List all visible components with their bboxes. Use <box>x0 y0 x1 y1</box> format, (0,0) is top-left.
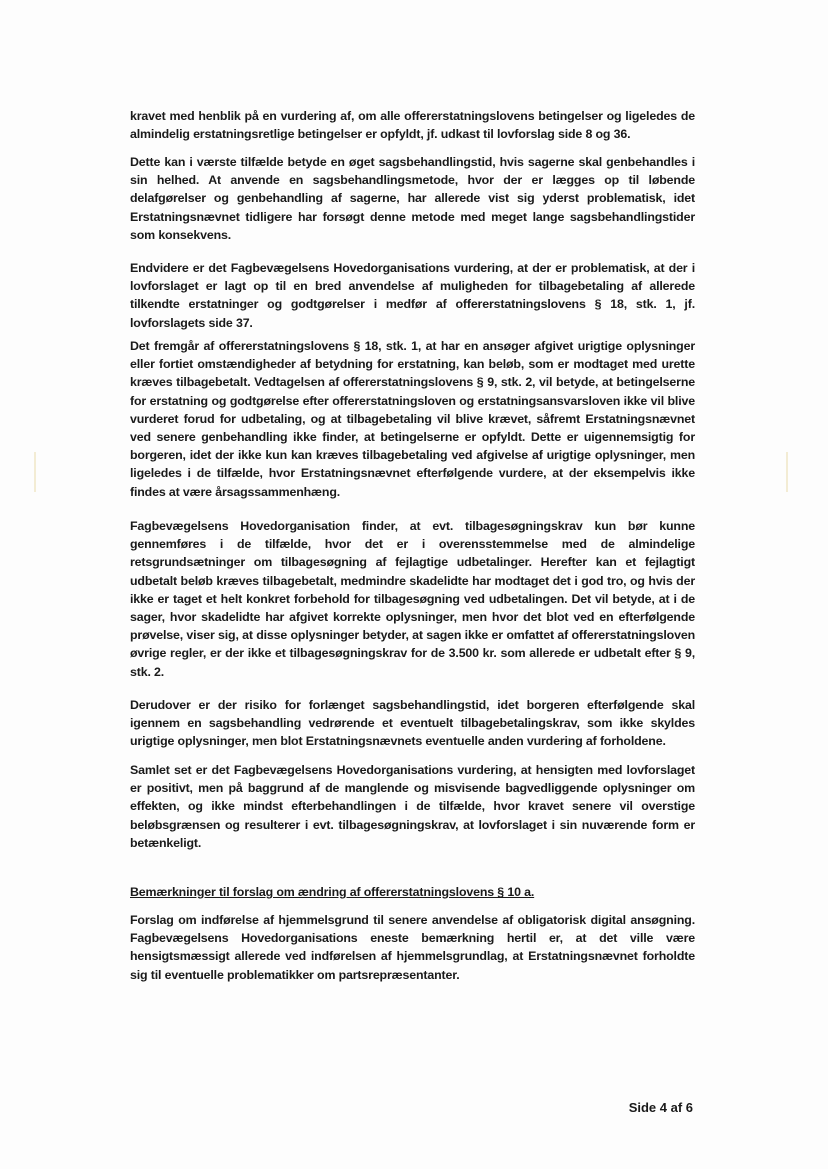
paragraph-2 <box>130 153 695 244</box>
scan-mark-left <box>34 452 36 492</box>
section-heading-text: Bemærkninger til forslag om ændring af offererstatningslovens § 10 a. <box>130 885 535 899</box>
section-heading <box>130 883 695 901</box>
paragraph-8 <box>130 911 695 984</box>
page-number: Side 4 af 6 <box>628 1100 693 1115</box>
paragraph-6 <box>130 696 695 751</box>
paragraph-text: Derudover er der risiko for forlænget sagsbehandlingstid, idet borgeren efterfølgende skal igennem en sagsbehandling vedrørende et eventuelt tilbagebetalingskrav, som ikke skyldes urigtige oplysninger, men blot Erstatningsnævnets eventuelle anden vurdering af forholdene. <box>130 698 695 749</box>
paragraph-text: Dette kan i værste tilfælde betyde en øget sagsbehandlingstid, hvis sagerne skal genbehandles i sin helhed. At anvende en sagsbehandlingsmetode, hvor der er lægges op til løbende delafgørelser og genbehandling af sagerne, har allerede vist sig yderst problematisk, idet Erstatningsnævnet tidligere har forsøgt denne metode med meget lange sagsbehandlingstider som konsekvens. <box>130 155 695 242</box>
paragraph-7 <box>130 761 695 852</box>
paragraph-text: Endvidere er det Fagbevægelsens Hovedorganisations vurdering, at der er problematisk, at der i lovforslaget er lagt op til en bred anvendelse af muligheden for tilbagebetaling af allerede tilkendte erstatninger og godtgørelser i medfør af offererstatningslovens § 18, stk. 1, jf. lovforslagets side 37. <box>130 261 695 330</box>
paragraph-5 <box>130 517 695 681</box>
paragraph-4 <box>130 337 695 501</box>
paragraph-1 <box>130 107 695 143</box>
paragraph-text: Det fremgår af offererstatningslovens § 18, stk. 1, at har en ansøger afgivet urigtige oplysninger eller fortiet omstændigheder af betydning for erstatning, kan beløb, som er modtaget med urette kræves tilbagebetalt. Vedtagelsen af offererstatningslovens § 9, stk. 2, vil betyde, at betingelserne for erstatning og godtgørelse efter offererstatningsloven og erstatningsansvarsloven ikke vil blive vurderet forud for udbetaling, og at tilbagebetaling vil blive krævet, såfremt Erstatningsnævnet ved senere genbehandling ikke finder, at betingelserne er opfyldt. Dette er uigennemsigtig for borgeren, idet der ikke kun kan kræves tilbagebetaling ved afgivelse af urigtige oplysninger, men ligeledes i de tilfælde, hvor Erstatningsnævnet efterfølgende vurdere, at der eksempelvis ikke findes at være årsagssammenhæng. <box>130 339 695 499</box>
paragraph-text: Samlet set er det Fagbevægelsens Hovedorganisations vurdering, at hensigten med lovforslaget er positivt, men på baggrund af de manglende og misvisende bagvedliggende oplysninger om effekten, og ikke mindst efterbehandlingen i de tilfælde, hvor kravet senere vil overstige beløbsgrænsen og resulterer i evt. tilbagesøgningskrav, at lovforslaget i sin nuværende form er betænkeligt. <box>130 763 695 850</box>
paragraph-text: kravet med henblik på en vurdering af, om alle offererstatningslovens betingelser og ligeledes de almindelig erstatningsretlige betingelser er opfyldt, jf. udkast til lovforslag side 8 og 36. <box>130 109 695 142</box>
scan-mark-right <box>786 452 788 492</box>
paragraph-text: Fagbevægelsens Hovedorganisation finder, at evt. tilbagesøgningskrav kun bør kunne gennemføres i de tilfælde, hvor det er i overensstemmelse med de almindelige retsgrundsætninger om tilbagesøgning af fejlagtige udbetalinger. Herefter kan et fejlagtigt udbetalt beløb kræves tilbagebetalt, medmindre skadelidte har modtaget det i god tro, og hvis der ikke er taget et helt konkret forbehold for tilbagesøgning ved udbetalingen. Det vil betyde, at i de sager, hvor skadelidte har afgivet korrekte oplysninger, men hvor det blot ved en efterfølgende prøvelse, viser sig, at disse oplysninger betyder, at sagen ikke er omfattet af offererstatningsloven øvrige regler, er der ikke et tilbagesøgningskrav for de 3.500 kr. som allerede er udbetalt efter § 9, stk. 2. <box>130 519 695 679</box>
paragraph-text: Forslag om indførelse af hjemmelsgrund til senere anvendelse af obligatorisk digital ansøgning. Fagbevægelsens Hovedorganisations eneste bemærkning hertil er, at det ville være hensigtsmæssigt allerede ved indførelsen af hjemmelsgrundlag, at Erstatningsnævnet forholdte sig til eventuelle problematikker om partsrepræsentanter. <box>130 913 695 982</box>
paragraph-3 <box>130 259 695 332</box>
